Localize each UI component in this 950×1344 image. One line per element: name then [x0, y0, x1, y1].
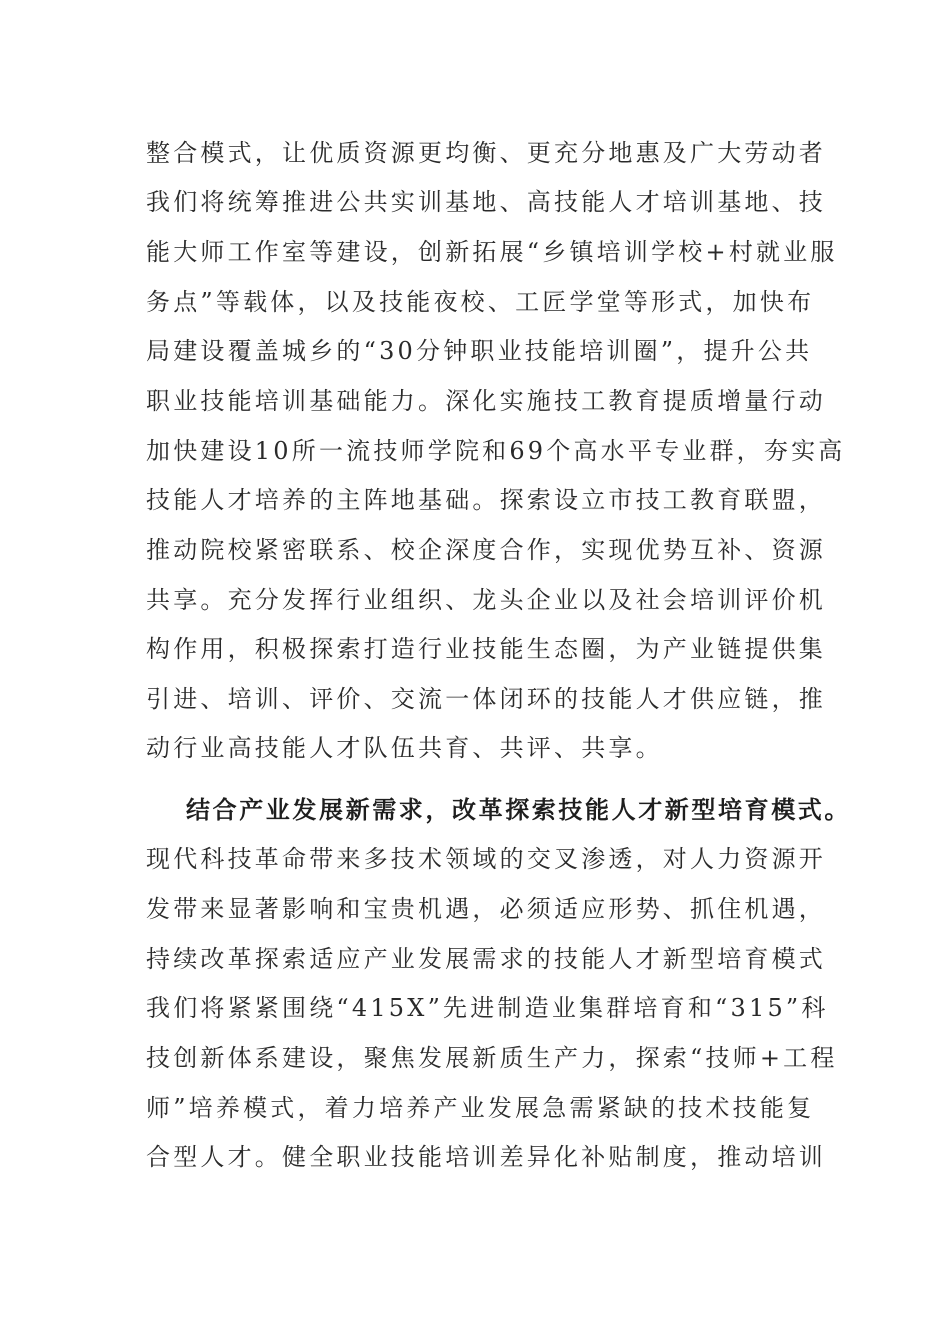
text-line: 技创新体系建设，聚焦发展新质生产力，探索“技师+工程	[146, 1044, 838, 1072]
text-line: 务点”等载体，以及技能夜校、工匠学堂等形式，加快布	[146, 288, 815, 316]
text-line: 我们将统筹推进公共实训基地、高技能人才培训基地、技	[146, 188, 826, 216]
section-heading: 结合产业发展新需求，改革探索技能人才新型培育模式。	[186, 795, 851, 824]
text-line: 局建设覆盖城乡的“30分钟职业技能培训圈”，提升公共	[146, 337, 813, 365]
text-line: 持续改革探索适应产业发展需求的技能人才新型培育模式	[146, 945, 826, 973]
text-line: 共享。充分发挥行业组织、龙头企业以及社会培训评价机	[146, 586, 826, 614]
text-line: 发带来显著影响和宝贵机遇，必须适应形势、抓住机遇，	[146, 895, 826, 923]
text-line: 构作用，积极探索打造行业技能生态圈，为产业链提供集	[146, 635, 826, 663]
text-line: 整合模式，让优质资源更均衡、更充分地惠及广大劳动者	[146, 139, 826, 167]
text-line: 合型人才。健全职业技能培训差异化补贴制度，推动培训	[146, 1143, 826, 1171]
text-line: 动行业高技能人才队伍共育、共评、共享。	[146, 734, 663, 762]
text-line: 我们将紧紧围绕“415X”先进制造业集群培育和“315”科	[146, 994, 829, 1022]
text-line: 现代科技革命带来多技术领域的交叉渗透，对人力资源开	[146, 845, 826, 873]
text-line: 技能人才培养的主阵地基础。探索设立市技工教育联盟，	[146, 486, 826, 514]
text-line: 加快建设10所一流技师学院和69个高水平专业群，夯实高	[146, 437, 846, 465]
text-line: 推动院校紧密联系、校企深度合作，实现优势互补、资源	[146, 536, 826, 564]
text-line: 引进、培训、评价、交流一体闭环的技能人才供应链，推	[146, 685, 826, 713]
text-line: 师”培养模式，着力培养产业发展急需紧缺的技术技能复	[146, 1094, 815, 1122]
text-line: 职业技能培训基础能力。深化实施技工教育提质增量行动	[146, 387, 826, 415]
text-line: 能大师工作室等建设，创新拓展“乡镇培训学校+村就业服	[146, 238, 838, 266]
